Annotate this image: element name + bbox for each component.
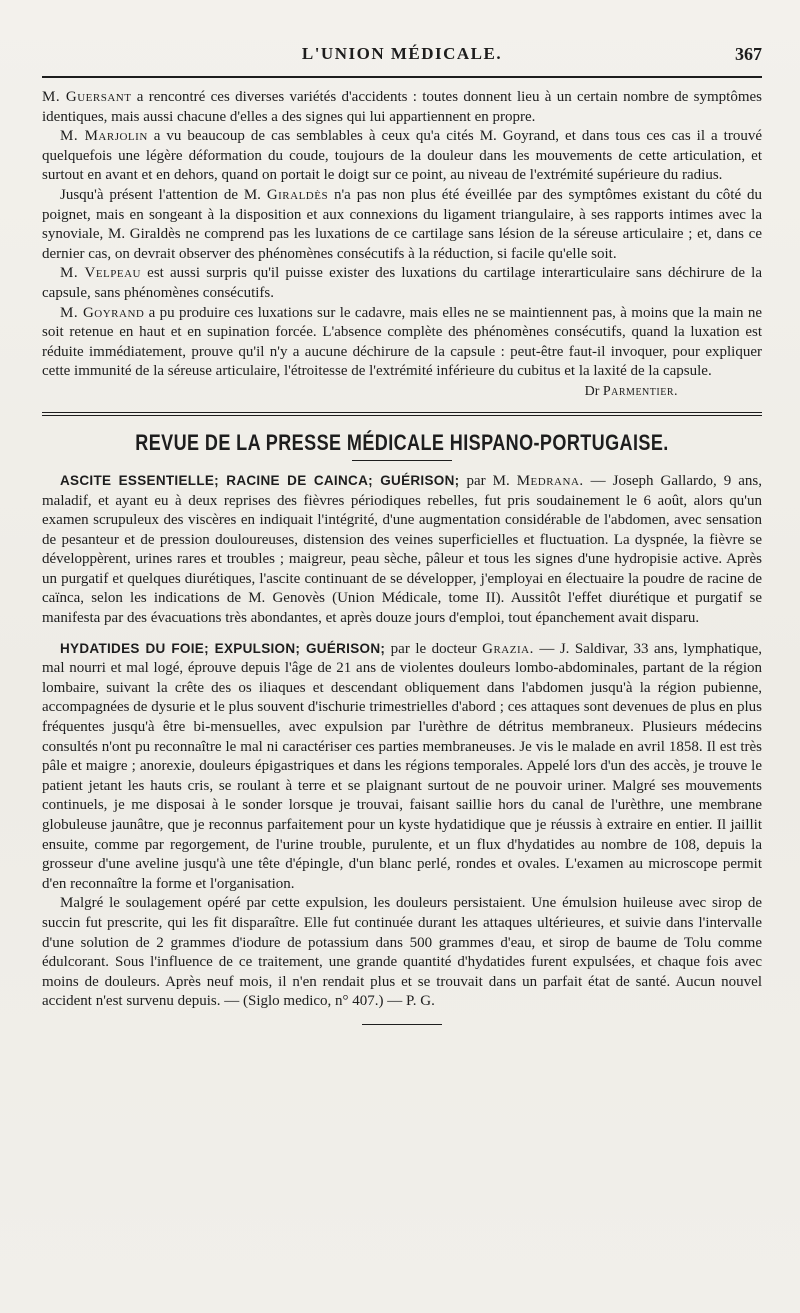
speaker-name: M. Velpeau [60,265,141,282]
footer-rule [362,1024,442,1025]
running-title: L'UNION MÉDICALE. [301,44,503,63]
paragraph-goyrand [42,304,762,382]
article-paragraph: Malgré le soulagement opéré par cette expulsion, les douleurs persistaient. Une émulsion huileuse avec sirop de succin fut prescrite, qui les fit disparaître. Elle fut continuée durant les attaques ultérieures, et suivie dans l'intervalle d'une solution de 2 grammes d'iodure de potassium dans 500 grammes d'eau, et sirop de baume de Tolu comme édulcorant. Sous l'influence de ce traitement, une grande quantité d'hydatides furent expulsées, et chaque fois avec moins de douleurs. Après neuf mois, il n'en rendait plus et se trouvait dans un parfait état de santé. Aucun nouvel accident n'est survenu depuis. — (Siglo medico, n° 407.) — P. G. [42,895,762,1010]
article-heading: ASCITE ESSENTIELLE; RACINE DE CAINCA; GUÉRISON; [60,472,460,488]
article-byline: par M. [459,472,517,489]
speaker-name: M. Goyrand [60,304,145,321]
section-divider [42,412,762,416]
page-number: 367 [735,44,762,64]
paragraph-text: est aussi surpris qu'il puisse exister des luxations du cartilage interarticulaire sans déchirure de la capsule, sans phénomènes consécutifs. [42,265,762,301]
paragraph-giraldes [42,186,762,264]
paragraph-marjolin [42,127,762,186]
paragraph-guersant [42,88,762,127]
paragraph-text: a pu produire ces luxations sur le cadavre, mais elles ne se maintiennent pas, à moins que la main ne soit retenue en haut et en supination forcée. L'absence complète des phénomènes consécutifs, quand la luxation est réduite immédiatement, prouve qu'il n'y a aucune déchirure de la capsule : peut-être faut-il invoquer, pour expliquer cette immunité de la séreuse articulaire, l'étroitesse de l'extrémité inférieure du cubitus et la laxité de la capsule. [42,304,762,380]
page-header [42,38,762,68]
paragraph-text: a vu beaucoup de cas semblables à ceux qu'a cités M. Goyrand, et dans tous ces cas il a trouvé quelquefois une légère déformation du coude, toujours de la douleur dans les mouvements de cette articulation, et surtout en avant et en dehors, quand on portait le doigt sur ce point, au niveau de l'extrémité supérieure du radius. [42,128,762,184]
title-rule [352,460,452,461]
signature-title: Dr [584,383,600,399]
article-text: — J. Saldivar, 33 ans, lymphatique, mal nourri et mal logé, éprouve depuis l'âge de 21 ans de violentes douleurs lombo-abdominales, partant de la région lombaire, suivant la crête des os iliaques et descendant obliquement dans l'abdomen jusqu'à la région pubienne, accompagnées de dysurie et le plus souvent d'ischurie trimestrielles d'abord ; ces attaques sont devenues de plus en plus fréquentes jusqu'à être bi-mensuelles, avec expulsion par l'urèthre de détritus membraneux. Plusieurs médecins consultés n'ont pu reconnaître le mal ni caractériser ces parties membraneuses. Je vis le malade en avril 1858. Il est très pâle et maigre ; anorexie, douleurs épigastriques et dans les régions temporales. Appelé lors d'un des accès, je trouve le patient jetant les hauts cris, se roulant à terre et se plaignant surtout de ne pouvoir uriner. Malgré ses mouvements continuels, je me disposai à le sonder lorsque je trouvai, faisant saillie hors du canal de l'urèthre, une membrane globuleuse jaunâtre, que je reconnus parfaitement pour un kyste hydatidique que je réussis à extraire en entier. Il jaillit ensuite, comme par regorgement, de l'urine trouble, purulente, et un flux d'hydatides au nombre de 108, depuis la grosseur d'une aveline jusqu'à une tête d'épingle, d'un blanc perlé, rondes et ovales. L'examen au microscope permit d'en reconnaître la forme et l'organisation. [42,640,762,892]
article-heading: HYDATIDES DU FOIE; EXPULSION; GUÉRISON; [60,640,386,656]
article-ascite [42,471,762,629]
speaker-name: M. Marjolin [60,128,148,145]
article-author: Grazia. [482,640,534,657]
article-paragraph [42,471,762,629]
article-byline: par le docteur [385,640,483,657]
article-hydatides [42,639,762,1012]
signature-name: Parmentier. [602,383,678,399]
article-text: — Joseph Gallardo, 9 ans, maladif, et ayant eu à deux reprises des fièvres périodiques rebelles, fut pris soudainement le 6 août, alors qu'un examen scrupuleux des viscères en indiquait l'intégrité, d'une augmentation considérable de l'abdomen, avec sensation de pesanteur et de pression douloureuses, distension des veines superficielles et fluctuation. La dyspnée, la fièvre se développèrent, urines rares et troubles ; maigreur, peau sèche, pâleur et tous les signes d'une hydropisie active. Après un purgatif et quelques diurétiques, l'ascite continuant de se développer, j'employai en électuaire la poudre de racine de caïnca, selon les indications de M. Genovès (Union Médicale, tome II). Aussitôt l'effet diurétique et purgatif se manifesta par des évacuations très abondantes, et après douze jours d'emploi, tout épanchement avait disparu. [42,472,763,627]
header-rule [42,76,762,78]
speaker-name: Giraldès [266,186,329,203]
article-paragraph [42,639,762,895]
correspondence-section [42,88,762,400]
section-title: REVUE DE LA PRESSE MÉDICALE HISPANO-PORTUGAISE. [135,429,669,455]
speaker-name: M. Guersant [42,89,132,105]
paragraph-text: a rencontré ces diverses variétés d'accidents : toutes donnent lieu à un certain nombre de symptômes identiques, mais aussi chacune d'elles a des signes qui lui appartiennent en propre. [42,89,762,125]
article-author: Medrana. [516,472,584,489]
paragraph-text: n'a pas non plus été éveillée par des symptômes existant du côté du poignet, mais en songeant à la disposition et aux connexions du ligament triangulaire, à ses rapports intimes avec la synoviale, M. Giraldès ne comprend pas les luxations de ce cartilage sans lésion de la séreuse articulaire ; et, dans ce dernier cas, on devrait observer des phénomènes consécutifs à la réduction, si facile qu'elle soit. [42,186,762,262]
paragraph-velpeau [42,264,762,303]
signature [42,384,762,400]
paragraph-lead: Jusqu'à présent l'attention de M. [60,186,267,203]
